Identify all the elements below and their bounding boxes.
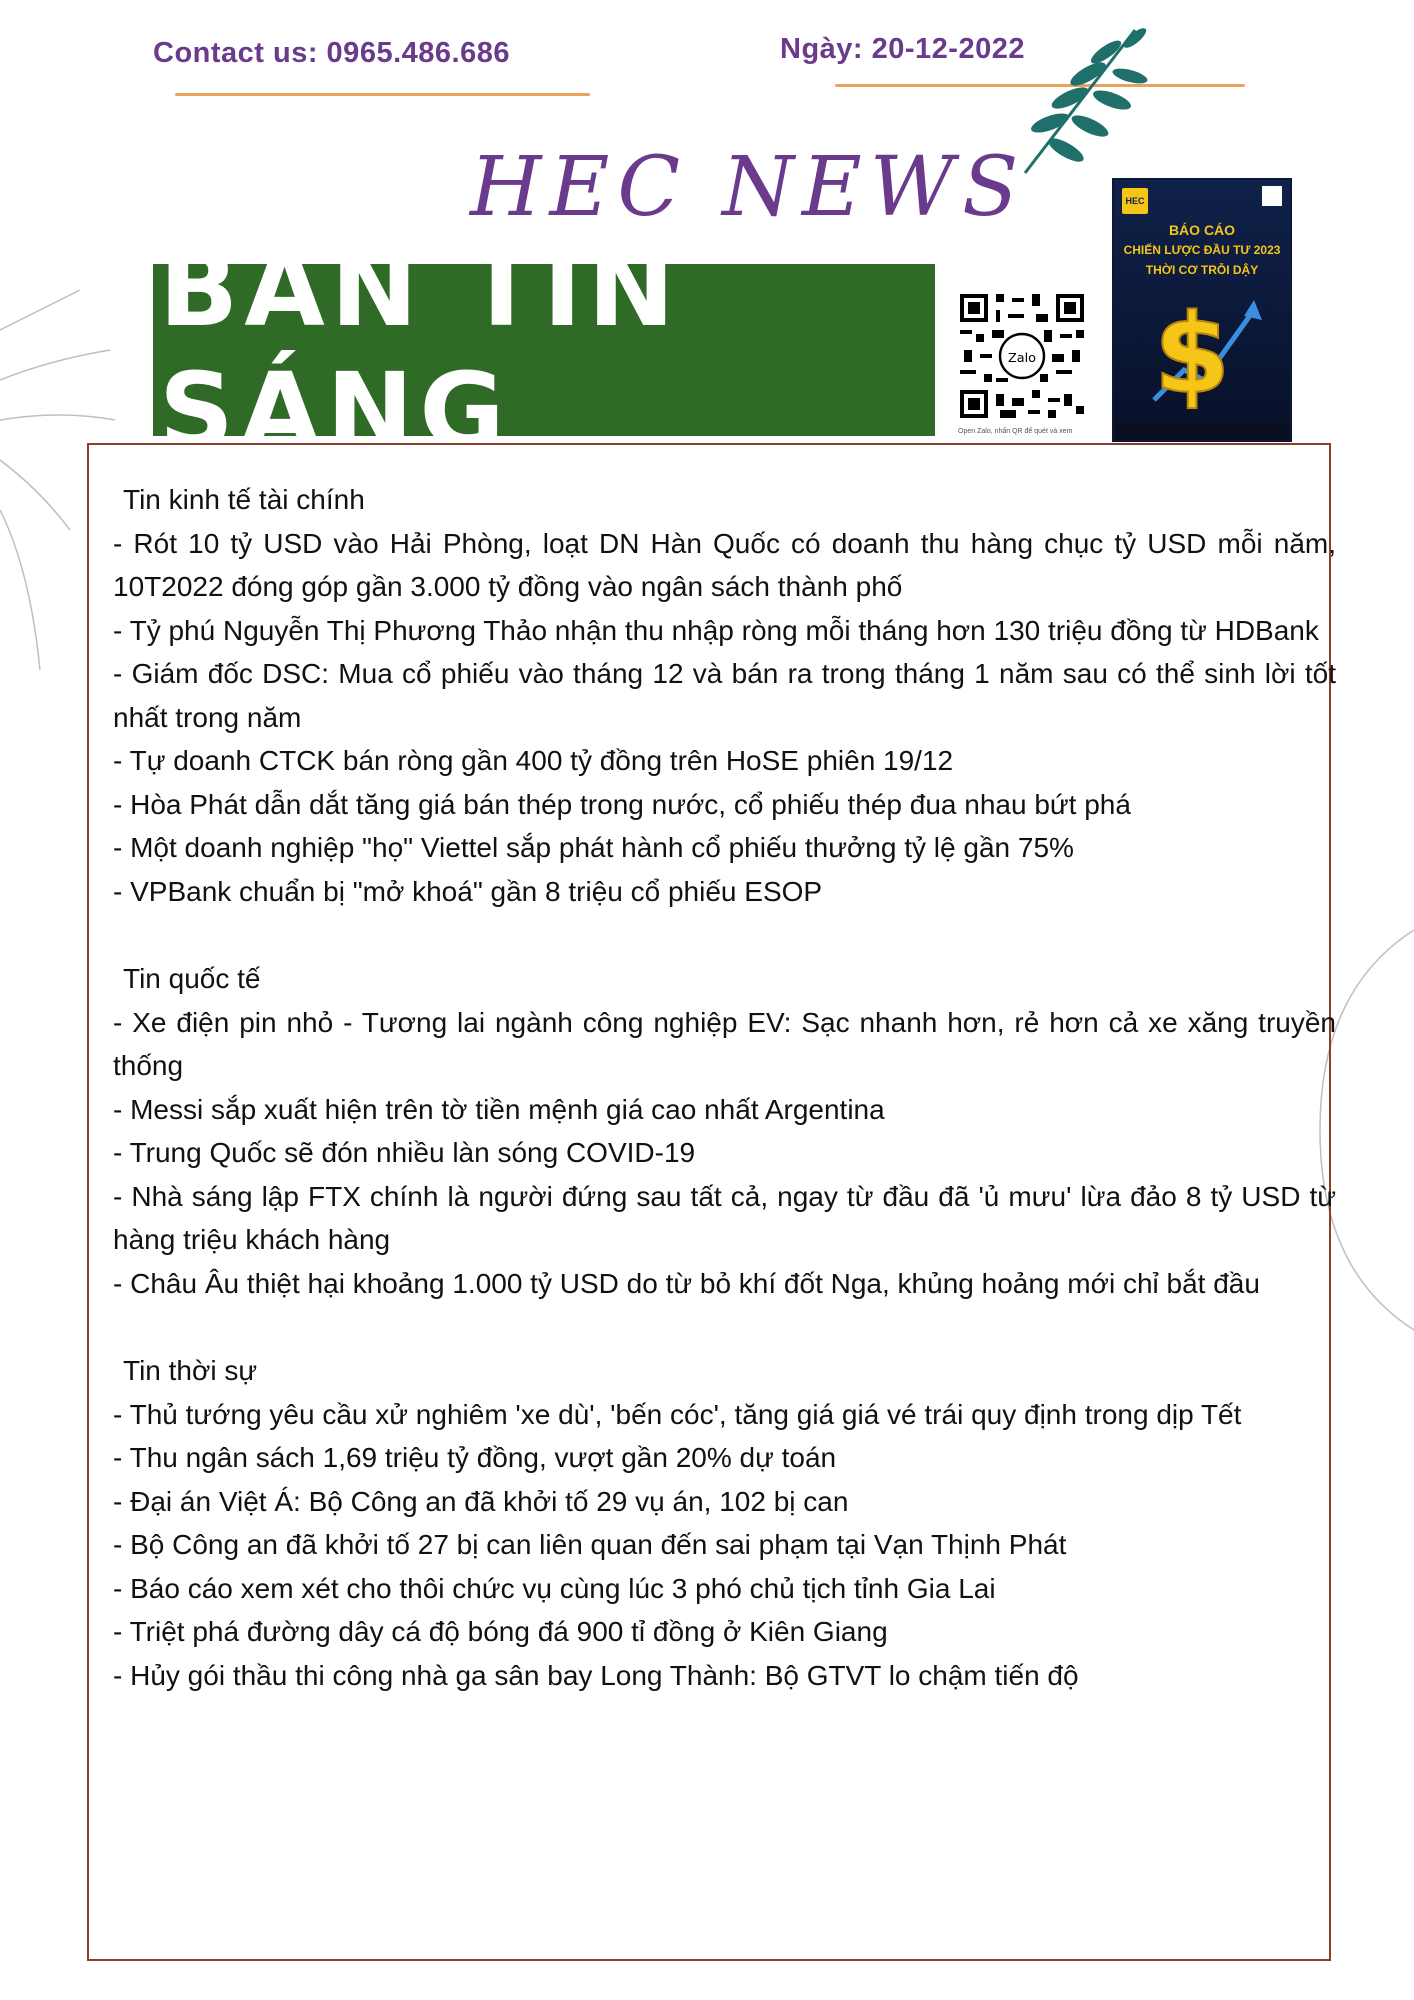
banner-title: BẢN TIN SÁNG xyxy=(159,228,681,472)
qr-center-label: Zalo xyxy=(1008,351,1036,366)
report-cover[interactable] xyxy=(1112,178,1292,442)
section-title: Tin quốc tế xyxy=(123,963,261,994)
svg-text:$: $ xyxy=(1153,290,1231,410)
news-item[interactable]: - Báo cáo xem xét cho thôi chức vụ cùng lúc 3 phó chủ tịch tỉnh Gia Lai xyxy=(113,1572,996,1604)
contact-phone: Contact us: 0965.486.686 xyxy=(153,37,510,69)
news-item[interactable]: - Hòa Phát dẫn dắt tăng giá bán thép trong nước, cổ phiếu thép đua nhau bứt phá xyxy=(113,788,1131,820)
leaf-decoration-icon xyxy=(1010,18,1160,178)
news-item[interactable]: - Messi sắp xuất hiện trên tờ tiền mệnh giá cao nhất Argentina xyxy=(113,1093,885,1125)
news-item[interactable]: - Giám đốc DSC: Mua cổ phiếu vào tháng 12 và bán ra trong tháng 1 năm sau có thể sinh lời tốt nhất trong năm xyxy=(113,658,1336,733)
contact-underline xyxy=(175,93,590,96)
news-item[interactable]: - Triệt phá đường dây cá độ bóng đá 900 tỉ đồng ở Kiên Giang xyxy=(113,1616,888,1647)
cover-title-line: THỜI CƠ TRỖI DẬY xyxy=(1145,263,1259,277)
cover-qr-icon xyxy=(1262,186,1282,206)
news-item[interactable]: - Nhà sáng lập FTX chính là người đứng sau tất cả, ngay từ đầu đã 'ủ mưu' lừa đảo 8 tỷ USD từ hàng triệu khách hàng xyxy=(113,1180,1336,1255)
news-item[interactable]: - Đại án Việt Á: Bộ Công an đã khởi tố 29 vụ án, 102 bị can xyxy=(113,1485,849,1517)
news-item[interactable]: - Trung Quốc sẽ đón nhiều làn sóng COVID-19 xyxy=(113,1137,696,1168)
cover-logo: HEC xyxy=(1122,188,1148,214)
cover-title-line: CHIẾN LƯỢC ĐẦU TƯ 2023 xyxy=(1123,243,1281,257)
news-item[interactable]: - VPBank chuẩn bị "mở khoá" gần 8 triệu cổ phiếu ESOP xyxy=(113,875,823,907)
cover-title-line: BÁO CÁO xyxy=(1168,222,1236,238)
news-item[interactable]: - Thu ngân sách 1,69 triệu tỷ đồng, vượt gần 20% dự toán xyxy=(113,1442,837,1473)
banner xyxy=(153,228,935,472)
news-content xyxy=(113,478,1336,1741)
section-current-affairs xyxy=(113,1349,1336,1697)
section-title: Tin kinh tế tài chính xyxy=(123,484,365,515)
qr-code-icon[interactable] xyxy=(956,290,1088,422)
news-item[interactable]: - Tự doanh CTCK bán ròng gần 400 tỷ đồng trên HoSE phiên 19/12 xyxy=(113,745,954,776)
news-item[interactable]: - Thủ tướng yêu cầu xử nghiêm 'xe dù', 'bến cóc', tăng giá giá vé trái quy định trong dịp Tết xyxy=(113,1398,1242,1430)
cover-footer xyxy=(1114,422,1290,440)
news-item[interactable]: - Châu Âu thiệt hại khoảng 1.000 tỷ USD do từ bỏ khí đốt Nga, khủng hoảng mới chỉ bắt đầu xyxy=(113,1267,1260,1299)
news-item[interactable]: - Tỷ phú Nguyễn Thị Phương Thảo nhận thu nhập ròng mỗi tháng hơn 130 triệu đồng từ HDBank xyxy=(113,614,1319,646)
news-item[interactable]: - Bộ Công an đã khởi tố 27 bị can liên quan đến sai phạm tại Vạn Thịnh Phát xyxy=(113,1529,1067,1560)
brand-title: HEC NEWS xyxy=(470,140,1027,235)
qr-caption: Open Zalo, nhấn QR để quét và xem xyxy=(958,428,1073,435)
issue-date: Ngày: 20-12-2022 xyxy=(780,33,1025,65)
news-item[interactable]: - Hủy gói thầu thi công nhà ga sân bay Long Thành: Bộ GTVT lo chậm tiến độ xyxy=(113,1659,1079,1691)
section-international xyxy=(113,957,1336,1305)
cover-title xyxy=(1114,220,1290,280)
news-item[interactable]: - Xe điện pin nhỏ - Tương lai ngành công nghiệp EV: Sạc nhanh hơn, rẻ hơn cả xe xăng truyền thống xyxy=(113,1006,1336,1081)
section-title: Tin thời sự xyxy=(123,1355,258,1386)
news-item[interactable]: - Một doanh nghiệp "họ" Viettel sắp phát hành cổ phiếu thưởng tỷ lệ gần 75% xyxy=(113,832,1074,863)
news-item[interactable]: - Rót 10 tỷ USD vào Hải Phòng, loạt DN Hàn Quốc có doanh thu hàng chục tỷ USD mỗi năm, 10T2022 đóng góp gần 3.000 tỷ đồng vào ngân sách thành phố xyxy=(113,527,1336,602)
dollar-sign-icon xyxy=(1144,280,1264,410)
section-finance xyxy=(113,478,1336,913)
